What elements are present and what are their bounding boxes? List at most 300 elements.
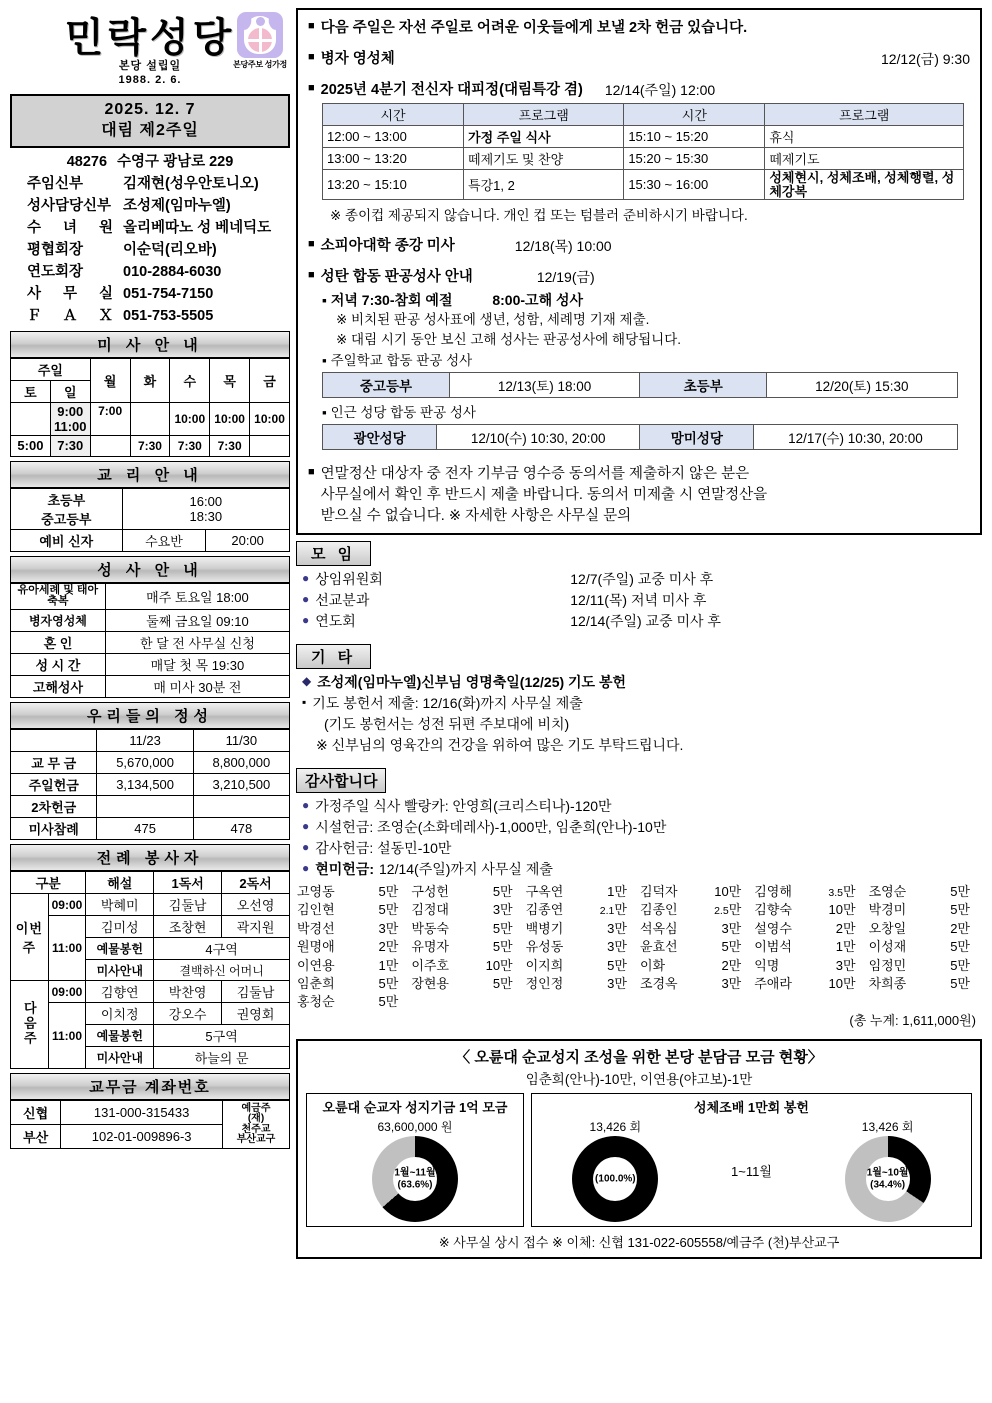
sched-header-time1: 시간 bbox=[323, 104, 464, 126]
mass-sun-row2: 7:30 bbox=[50, 435, 90, 456]
donor-amount: 5만 bbox=[721, 939, 742, 955]
announcement-when: 12/19(금) bbox=[536, 269, 595, 286]
servers-table bbox=[10, 871, 290, 1069]
cup-note: ※ 종이컵 제공되지 않습니다. 개인 컵 또는 텀블러 준비하시기 바랍니다. bbox=[330, 208, 748, 224]
address-row bbox=[10, 151, 290, 173]
table-row bbox=[323, 424, 958, 449]
mass-col-tue: 화 bbox=[130, 358, 170, 402]
contact-row bbox=[10, 283, 290, 305]
donor-name: 백병기 bbox=[525, 920, 564, 936]
donor-name: 이연용 bbox=[297, 957, 335, 973]
fund-card-adoration bbox=[531, 1093, 972, 1227]
offering-section bbox=[10, 702, 290, 840]
donor-name: 임정민 bbox=[868, 957, 907, 973]
doctrine-table bbox=[10, 488, 290, 552]
donor-amount bbox=[810, 993, 867, 1011]
thanks-text: 감사헌금: 설동민-10만 bbox=[315, 839, 452, 856]
donut-ring bbox=[372, 1136, 458, 1222]
servers-name: 곽지원 bbox=[222, 916, 290, 938]
logo-caption: 본당주보 성가정 bbox=[233, 60, 287, 69]
offering-label: 2차헌금 bbox=[11, 796, 97, 818]
school-val: 12/20(토) 15:30 bbox=[767, 372, 957, 397]
mass-table bbox=[10, 358, 290, 457]
servers-name: 김둘남 bbox=[154, 894, 222, 916]
sched-program: 떼제기도 bbox=[765, 148, 964, 170]
servers-name: 김미성 bbox=[86, 916, 154, 938]
donor-name: 이지희 bbox=[525, 957, 564, 973]
thanks-text: 12/14(주일)까지 사무실 제출 bbox=[379, 860, 553, 877]
mass-col-sat: 토 bbox=[11, 380, 51, 402]
announcement-when: 12/14(주일) 12:00 bbox=[604, 82, 716, 99]
mass-sun-row1 bbox=[50, 402, 90, 435]
meeting-when: 12/14(주일) 교중 미사 후 bbox=[570, 612, 721, 629]
mass-wed-row1: 10:00 bbox=[170, 402, 210, 435]
contact-row bbox=[10, 173, 290, 195]
donor-name: 김정대 bbox=[411, 902, 449, 918]
donor-amount: 5만 bbox=[378, 994, 399, 1010]
other-headline: ◆ 조성제(임마누엘)신부님 영명축일(12/25) 기도 봉헌 bbox=[302, 672, 982, 693]
mass-thu-row1: 10:00 bbox=[210, 402, 250, 435]
announcement-when: 12/12(금) 9:30 bbox=[880, 51, 970, 68]
list-item bbox=[302, 859, 982, 880]
sacrament-label: 유아세례 및 태아축복 bbox=[11, 583, 106, 609]
doctrine-section-title: 교 리 안 내 bbox=[10, 461, 290, 488]
donor-amount: 5만 bbox=[492, 883, 513, 899]
donut-center-label: 1월~11월 (63.6%) bbox=[394, 1167, 436, 1191]
contact-label: 평협회장 bbox=[27, 241, 84, 258]
other-tag: 기 타 bbox=[296, 644, 371, 669]
mass-fri-row1: 10:00 bbox=[250, 402, 290, 435]
account-table bbox=[10, 1100, 290, 1149]
sched-time: 15:20 ~ 15:30 bbox=[624, 148, 765, 170]
servers-section bbox=[10, 844, 290, 1069]
sched-header-program1: 프로그램 bbox=[464, 104, 624, 126]
donor-row bbox=[296, 957, 982, 975]
meeting-when: 12/11(목) 저녁 미사 후 bbox=[570, 591, 707, 608]
chart-period-label: 1~11월 bbox=[731, 1163, 772, 1179]
bullet-icon: ● bbox=[302, 797, 310, 812]
donor-name: 임춘희 bbox=[297, 975, 335, 991]
donor-name: 박동숙 bbox=[411, 920, 449, 936]
tax-line-3: 받으실 수 없습니다. ※ 자세한 사항은 사무실 문의 bbox=[320, 507, 632, 524]
donor-amount: 5만 bbox=[950, 975, 970, 991]
small-bullet-icon: ▪ bbox=[322, 352, 327, 368]
announcement-sophia: ■ 소피아대학 종강 미사 12/18(목) 10:00 bbox=[308, 236, 970, 257]
thanks-section bbox=[296, 768, 982, 1031]
announcement-when: 12/18(목) 10:00 bbox=[514, 238, 612, 255]
donor-row bbox=[296, 901, 982, 919]
donor-name bbox=[525, 993, 582, 1011]
sacrament-table bbox=[10, 583, 290, 698]
donor-name: 차희종 bbox=[868, 975, 907, 991]
contact-row bbox=[10, 217, 290, 239]
donor-name: 박경미 bbox=[868, 902, 907, 918]
mass-mon-row1: 7:00 bbox=[90, 402, 130, 435]
offering-value: 8,800,000 bbox=[193, 752, 289, 774]
donor-total: (총 누계: 1,611,000원) bbox=[849, 1012, 976, 1028]
donor-name: 이화 bbox=[639, 957, 666, 973]
donut-chart-adoration-current bbox=[572, 1118, 658, 1222]
sched-time: 15:30 ~ 16:00 bbox=[624, 170, 765, 200]
donor-amount: 2만 bbox=[950, 920, 970, 936]
donor-name: 유성동 bbox=[525, 939, 564, 955]
table-row bbox=[323, 148, 964, 170]
bullet-icon: ● bbox=[302, 612, 310, 627]
small-bullet-icon: ▪ bbox=[322, 404, 327, 420]
list-item bbox=[302, 817, 982, 838]
sched-header-time2: 시간 bbox=[624, 104, 765, 126]
penance-note-1: ※ 비치된 판공 성사표에 생년, 성함, 세례명 기재 제출. bbox=[336, 312, 650, 328]
sacrament-value: 한 달 전 사무실 신청 bbox=[105, 632, 289, 654]
contact-label: 연도회장 bbox=[27, 263, 84, 280]
contact-row bbox=[10, 305, 290, 327]
sacrament-value: 매달 첫 목 19:30 bbox=[105, 654, 289, 676]
mass-wed-row2: 7:30 bbox=[170, 435, 210, 456]
nearby-val: 12/10(수) 10:30, 20:00 bbox=[437, 424, 640, 449]
nearby-key: 광안성당 bbox=[323, 424, 437, 449]
bullet-icon: ● bbox=[302, 570, 310, 585]
servers-name: 김둘남 bbox=[222, 981, 290, 1003]
retreat-schedule-table bbox=[322, 103, 964, 200]
donor-name: 유명자 bbox=[411, 939, 449, 955]
address-street: 수영구 광남로 229 bbox=[117, 153, 234, 170]
servers-time-1100: 11:00 bbox=[48, 1003, 86, 1069]
donor-amount: 5만 bbox=[492, 939, 513, 955]
donor-name: 정인정 bbox=[525, 975, 564, 991]
sacrament-value: 매주 토요일 18:00 bbox=[105, 583, 289, 609]
donut-center-label: (100.0%) bbox=[595, 1173, 636, 1185]
donor-row bbox=[296, 993, 982, 1011]
square-bullet-icon: ■ bbox=[308, 465, 315, 478]
sacrament-section bbox=[10, 556, 290, 698]
donor-amount: 3만 bbox=[721, 975, 742, 991]
mass-col-mon: 월 bbox=[90, 358, 130, 402]
parish-name: 민락성당 bbox=[64, 16, 236, 60]
servers-offering-value: 5구역 bbox=[154, 1025, 290, 1047]
table-row bbox=[323, 372, 958, 397]
sacrament-label: 혼 인 bbox=[11, 632, 106, 654]
donor-amount: 2만 bbox=[378, 939, 399, 955]
nearby-penance-table bbox=[322, 424, 958, 450]
square-bullet-icon: ■ bbox=[308, 238, 315, 251]
sched-time: 12:00 ~ 13:00 bbox=[323, 126, 464, 148]
mass-col-fri: 금 bbox=[250, 358, 290, 402]
sched-program: 가정 주일 식사 bbox=[464, 126, 624, 148]
square-bullet-icon: ■ bbox=[308, 20, 315, 32]
sched-program: 떼제기도 및 찬양 bbox=[464, 148, 624, 170]
square-bullet-icon: ■ bbox=[308, 51, 315, 64]
founded-date: 1988. 2. 6. bbox=[118, 73, 182, 86]
donor-name: 고영동 bbox=[297, 883, 335, 899]
donor-amount: 3만 bbox=[721, 920, 742, 936]
mass-col-wed: 수 bbox=[170, 358, 210, 402]
sacrament-section-title: 성 사 안 내 bbox=[10, 556, 290, 583]
sacrament-label: 병자영성체 bbox=[11, 610, 106, 632]
servers-header-group: 구분 bbox=[11, 872, 86, 894]
sched-program: 특강1, 2 bbox=[464, 170, 624, 200]
other-section bbox=[296, 644, 982, 756]
donut-ring bbox=[572, 1136, 658, 1222]
donor-amount: 3만 bbox=[835, 957, 856, 973]
mass-col-sun: 일 bbox=[50, 380, 90, 402]
mass-sat-row2: 5:00 bbox=[11, 435, 51, 456]
fund-card-shrine bbox=[306, 1093, 524, 1227]
announcement-penance: ■ 성탄 합동 판공성사 안내 12/19(금) bbox=[308, 267, 970, 288]
sched-program: 휴식 bbox=[765, 126, 964, 148]
servers-section-title: 전례 봉사자 bbox=[10, 844, 290, 871]
servers-guide-value: 결백하신 어머니 bbox=[154, 960, 290, 981]
founded-label: 본당 설립일 bbox=[118, 60, 182, 72]
donor-amount: 3.5만 bbox=[828, 883, 856, 899]
donor-name bbox=[753, 993, 810, 1011]
donor-row bbox=[296, 883, 982, 901]
account-section-title: 교무금 계좌번호 bbox=[10, 1073, 290, 1100]
account-number: 131-000-315433 bbox=[61, 1101, 223, 1125]
contact-value: 010-2884-6030 bbox=[123, 263, 222, 280]
table-row bbox=[323, 170, 964, 200]
sched-time: 13:20 ~ 15:10 bbox=[323, 170, 464, 200]
doctrine-section bbox=[10, 461, 290, 552]
donor-name: 윤효선 bbox=[639, 939, 678, 955]
donor-amount: 1만 bbox=[607, 883, 627, 899]
contact-row bbox=[10, 239, 290, 261]
nearby-key: 망미성당 bbox=[640, 424, 754, 449]
list-item bbox=[302, 796, 982, 817]
donor-amount: 5만 bbox=[492, 975, 513, 991]
meetings-tag: 모 임 bbox=[296, 541, 371, 566]
donor-amount: 10만 bbox=[714, 883, 742, 899]
chart-amount-label: 13,426 회 bbox=[861, 1120, 914, 1135]
doctrine-mid-time: 18:30 bbox=[189, 508, 223, 524]
donor-amount: 5만 bbox=[378, 902, 399, 918]
bulletin-date: 2025. 12. 7 bbox=[104, 100, 196, 118]
donor-row bbox=[296, 975, 982, 993]
offering-value bbox=[97, 796, 193, 818]
servers-name: 강오수 bbox=[154, 1003, 222, 1025]
bullet-icon: ● bbox=[302, 860, 310, 875]
donor-name: 박경선 bbox=[297, 920, 335, 936]
donor-name: 원명애 bbox=[297, 939, 335, 955]
square-bullet-icon: ■ bbox=[308, 269, 315, 282]
holy-family-icon bbox=[237, 12, 283, 58]
contact-label: ＦＡＸ bbox=[27, 307, 113, 324]
donor-amount: 5만 bbox=[607, 957, 627, 973]
servers-name: 김향연 bbox=[86, 981, 154, 1003]
mass-col-thu: 목 bbox=[210, 358, 250, 402]
servers-offering-label: 예물봉헌 bbox=[86, 1025, 154, 1047]
donor-name: 이주호 bbox=[411, 957, 449, 973]
meetings-section bbox=[296, 541, 982, 632]
catechumen-label: 예비 신자 bbox=[11, 529, 123, 551]
diamond-bullet-icon: ◆ bbox=[302, 673, 312, 688]
donor-name bbox=[639, 993, 696, 1011]
left-column bbox=[10, 8, 290, 1395]
meeting-name: 선교분과 bbox=[315, 591, 370, 608]
donor-amount: 5만 bbox=[950, 939, 970, 955]
thanks-tag: 감사합니다 bbox=[296, 768, 386, 793]
penance-note-2: ※ 대림 시기 동안 보신 고해 성사는 판공성사에 해당됩니다. bbox=[336, 331, 682, 347]
offering-label: 미사참례 bbox=[11, 818, 97, 840]
mass-mon-row2 bbox=[90, 435, 130, 456]
donor-name: 김인현 bbox=[297, 902, 335, 918]
thanks-prefix: 현미헌금: bbox=[315, 860, 375, 877]
school-val: 12/13(토) 18:00 bbox=[449, 372, 639, 397]
donor-amount: 3만 bbox=[492, 902, 513, 918]
donor-name: 장현용 bbox=[411, 975, 449, 991]
contact-label: 수 녀 원 bbox=[27, 219, 113, 236]
donor-name: 석옥심 bbox=[639, 920, 678, 936]
mass-weekend-header: 주일 bbox=[11, 358, 91, 380]
fund-subtitle: 임춘희(안나)-10만, 이연용(야고보)-1만 bbox=[525, 1072, 753, 1088]
donor-name: 김덕자 bbox=[639, 883, 678, 899]
other-line-1: ▪ 기도 봉헌서 제출: 12/16(화)까지 사무실 제출 bbox=[302, 693, 982, 714]
servers-time-1100: 11:00 bbox=[48, 916, 86, 981]
nearby-val: 12/17(수) 10:30, 20:00 bbox=[754, 424, 957, 449]
sched-time: 15:10 ~ 15:20 bbox=[624, 126, 765, 148]
donor-list bbox=[296, 883, 982, 1031]
doctrine-elem-label: 초등부 bbox=[47, 492, 86, 508]
fund-cards bbox=[306, 1093, 972, 1227]
servers-name: 박혜미 bbox=[86, 894, 154, 916]
servers-time-0900: 09:00 bbox=[48, 981, 86, 1003]
donor-amount bbox=[582, 993, 639, 1011]
offering-date-2: 11/30 bbox=[193, 730, 289, 752]
contact-value: 김재현(성우안토니오) bbox=[123, 175, 259, 192]
list-item bbox=[302, 590, 982, 611]
other-line-3: ※ 신부님의 영육간의 건강을 위하여 많은 기도 부탁드립니다. bbox=[316, 736, 684, 753]
offering-value: 3,134,500 bbox=[97, 774, 193, 796]
servers-next-week-label: 다음주 bbox=[11, 981, 49, 1069]
offering-value: 5,670,000 bbox=[97, 752, 193, 774]
account-bank: 부산 bbox=[11, 1125, 61, 1149]
donor-amount: 1만 bbox=[378, 957, 399, 973]
donor-name: 이범석 bbox=[754, 939, 792, 955]
contact-value: 올리베따노 성 베네딕도 bbox=[123, 219, 272, 236]
donor-amount: 3만 bbox=[607, 920, 627, 936]
chart-group bbox=[536, 1118, 967, 1222]
donor-name: 설영수 bbox=[754, 920, 792, 936]
donor-name: 오창일 bbox=[868, 920, 907, 936]
list-item bbox=[302, 838, 982, 859]
chart-group bbox=[311, 1118, 519, 1222]
contact-label: 사 무 실 bbox=[27, 285, 113, 302]
donut-ring bbox=[845, 1136, 931, 1222]
donor-amount: 5만 bbox=[950, 883, 970, 899]
mass-section bbox=[10, 331, 290, 457]
date-box bbox=[10, 94, 290, 148]
servers-name: 조창현 bbox=[154, 916, 222, 938]
servers-header-commentator: 해설 bbox=[86, 872, 154, 894]
donor-amount: 2만 bbox=[721, 957, 742, 973]
donor-name: 김향숙 bbox=[754, 902, 792, 918]
donor-amount: 2.1만 bbox=[599, 902, 627, 918]
servers-offering-label: 예물봉헌 bbox=[86, 938, 154, 960]
sched-header-program2: 프로그램 bbox=[765, 104, 964, 126]
servers-guide-label: 미사안내 bbox=[86, 960, 154, 981]
account-section bbox=[10, 1073, 290, 1149]
sacrament-value: 매 미사 30분 전 bbox=[105, 676, 289, 698]
donor-amount: 2만 bbox=[835, 920, 856, 936]
announcement-tax bbox=[308, 464, 970, 527]
mass-sun-1100: 11:00 bbox=[53, 418, 87, 434]
servers-guide-label: 미사안내 bbox=[86, 1047, 154, 1069]
fund-card-title: 오륜대 순교자 성지기금 1억 모금 bbox=[322, 1100, 508, 1116]
offering-value: 475 bbox=[97, 818, 193, 840]
account-number: 102-01-009896-3 bbox=[61, 1125, 223, 1149]
thanks-text: 시설헌금: 조영순(소화데레사)-1,000만, 임춘희(안나)-10만 bbox=[315, 818, 667, 835]
account-bank: 신협 bbox=[11, 1101, 61, 1125]
donut-chart-shrine bbox=[372, 1118, 458, 1222]
donut-chart-adoration-prev bbox=[845, 1118, 931, 1222]
catechumen-class: 수요반 bbox=[122, 529, 206, 551]
servers-name: 박찬영 bbox=[154, 981, 222, 1003]
announcement-retreat: ■ 2025년 4분기 전신자 대피정(대림특강 겸) 12/14(주일) 12:00 bbox=[308, 80, 970, 101]
donor-amount: 5만 bbox=[378, 883, 399, 899]
address-zip: 48276 bbox=[66, 153, 108, 170]
mass-thu-row2: 7:30 bbox=[210, 435, 250, 456]
donor-name: 조경옥 bbox=[639, 975, 678, 991]
small-bullet-icon: ▪ bbox=[302, 694, 307, 709]
donor-name: 김종인 bbox=[639, 902, 678, 918]
donut-center-label: 1월~10월 (34.4%) bbox=[866, 1167, 909, 1191]
donor-amount: 10만 bbox=[828, 902, 856, 918]
servers-header-reading1: 1독서 bbox=[154, 872, 222, 894]
offering-date-1: 11/23 bbox=[97, 730, 193, 752]
offering-value bbox=[193, 796, 289, 818]
offering-value: 3,210,500 bbox=[193, 774, 289, 796]
offering-value: 478 bbox=[193, 818, 289, 840]
servers-offering-value: 4구역 bbox=[154, 938, 290, 960]
tax-line-2: 사무실에서 확인 후 반드시 제출 바랍니다. 동의서 미제출 시 연말정산을 bbox=[320, 486, 768, 503]
servers-name: 이치정 bbox=[86, 1003, 154, 1025]
donor-amount: 5만 bbox=[492, 920, 513, 936]
mass-tue-row1 bbox=[130, 402, 170, 435]
school-key: 초등부 bbox=[640, 372, 767, 397]
mass-fri-row2 bbox=[250, 435, 290, 456]
mass-sat-row1 bbox=[11, 402, 51, 435]
announcement-sick-communion: ■ 병자 영성체 12/12(금) 9:30 bbox=[308, 49, 970, 70]
contact-value: 051-753-5505 bbox=[123, 307, 214, 324]
donor-name bbox=[868, 993, 925, 1011]
contact-value: 조성제(임마누엘) bbox=[123, 197, 231, 214]
donor-amount: 10만 bbox=[485, 957, 513, 973]
other-line-2: (기도 봉헌서는 성전 뒤편 주보대에 비치) bbox=[324, 715, 570, 732]
sacrament-value: 둘째 금요일 09:10 bbox=[105, 610, 289, 632]
contact-row bbox=[10, 261, 290, 283]
offering-table bbox=[10, 729, 290, 840]
donor-name bbox=[410, 993, 467, 1011]
bullet-icon: ● bbox=[302, 818, 310, 833]
fund-campaign-box bbox=[296, 1039, 982, 1259]
offering-label: 교 무 금 bbox=[11, 752, 97, 774]
donor-row bbox=[296, 920, 982, 938]
donor-amount: 5만 bbox=[950, 902, 970, 918]
fund-card-title: 성체조배 1만회 봉헌 bbox=[694, 1100, 809, 1116]
sched-program: 성체현시, 성체조배, 성체행렬, 성체강복 bbox=[765, 170, 964, 200]
catechumen-time: 20:00 bbox=[206, 529, 290, 551]
school-penance-table bbox=[322, 372, 958, 398]
liturgical-season: 대림 제2주일 bbox=[101, 122, 199, 140]
donor-name: 구성헌 bbox=[411, 883, 449, 899]
chart-amount-label: 13,426 회 bbox=[589, 1120, 642, 1135]
donor-amount: 3만 bbox=[607, 975, 627, 991]
list-item bbox=[302, 569, 982, 590]
contact-row bbox=[10, 195, 290, 217]
masthead bbox=[10, 8, 290, 88]
contact-block bbox=[10, 151, 290, 327]
sacrament-label: 고해성사 bbox=[11, 676, 106, 698]
donor-table bbox=[296, 883, 982, 1012]
